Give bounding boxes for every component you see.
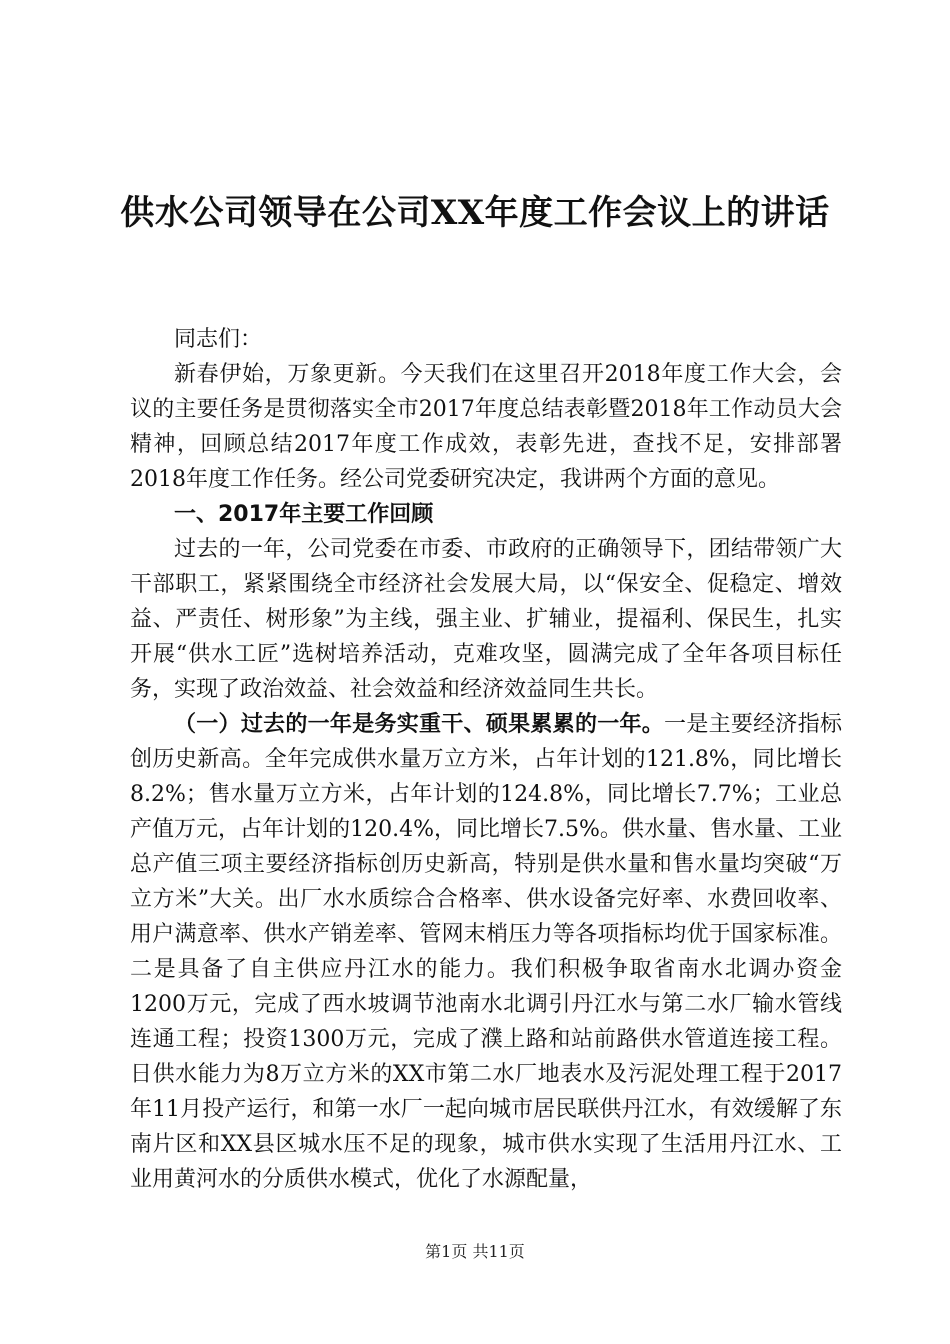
section-heading: 一、2017年主要工作回顾 (174, 502, 434, 527)
document-title: 供水公司领导在公司XX年度工作会议上的讲话 (120, 193, 830, 233)
paragraph-achievements-text: 一是主要经济指标创历史新高。全年完成供水量万立方米，占年计划的121.8%，同比增长8.2%；售水量万立方米，占年计划的124.8%，同比增长7.7%；工业总产值万元，占年计划的120.4%，同比增长7.5%。供水量、售水量、工业总产值三项主要经济指标创历史新高，特别是供水量和售水量均突破“万立方米”大关。出厂水水质综合合格率、供水设备完好率、水费回收率、用户满意率、供水产销差率、管网末梢压力等各项指标均优于国家标准。二是具备了自主供应丹江水的能力。我们积极争取省南水北调办资金1200万元，完成了西水坡调节池南水北调引丹江水与第二水厂输水管线连通工程；投资1300万元，完成了濮上路和站前路供水管道连接工程。日供水能力为8万立方米的XX市第二水厂地表水及污泥处理工程于2017年11月投产运行，和第一水厂一起向城市居民联供丹江水，有效缓解了东南片区和XX县区城水压不足的现象，城市供水实现了生活用丹江水、工业用黄河水的分质供水模式，优化了水源配量， (130, 712, 842, 1192)
subsection-heading: （一）过去的一年是务实重干、硕果累累的一年。 (174, 712, 665, 737)
greeting: 同志们： (174, 327, 263, 352)
document-body (130, 322, 842, 1197)
paragraph-achievements (130, 707, 842, 1197)
paragraph-intro: 新春伊始，万象更新。今天我们在这里召开2018年度工作大会，会议的主要任务是贯彻落实全市2017年度总结表彰暨2018年工作动员大会精神，回顾总结2017年度工作成效，表彰先进，查找不足，安排部署2018年度工作任务。经公司党委研究决定，我讲两个方面的意见。 (130, 362, 842, 492)
paragraph-review: 过去的一年，公司党委在市委、市政府的正确领导下，团结带领广大干部职工，紧紧围绕全市经济社会发展大局，以“保安全、促稳定、增效益、严责任、树形象”为主线，强主业、扩辅业，提福利、保民生，扎实开展“供水工匠”选树培养活动，克难攻坚，圆满完成了全年各项目标任务，实现了政治效益、社会效益和经济效益同生共长。 (130, 537, 842, 702)
page-footer: 第1页 共11页 (425, 1242, 525, 1261)
